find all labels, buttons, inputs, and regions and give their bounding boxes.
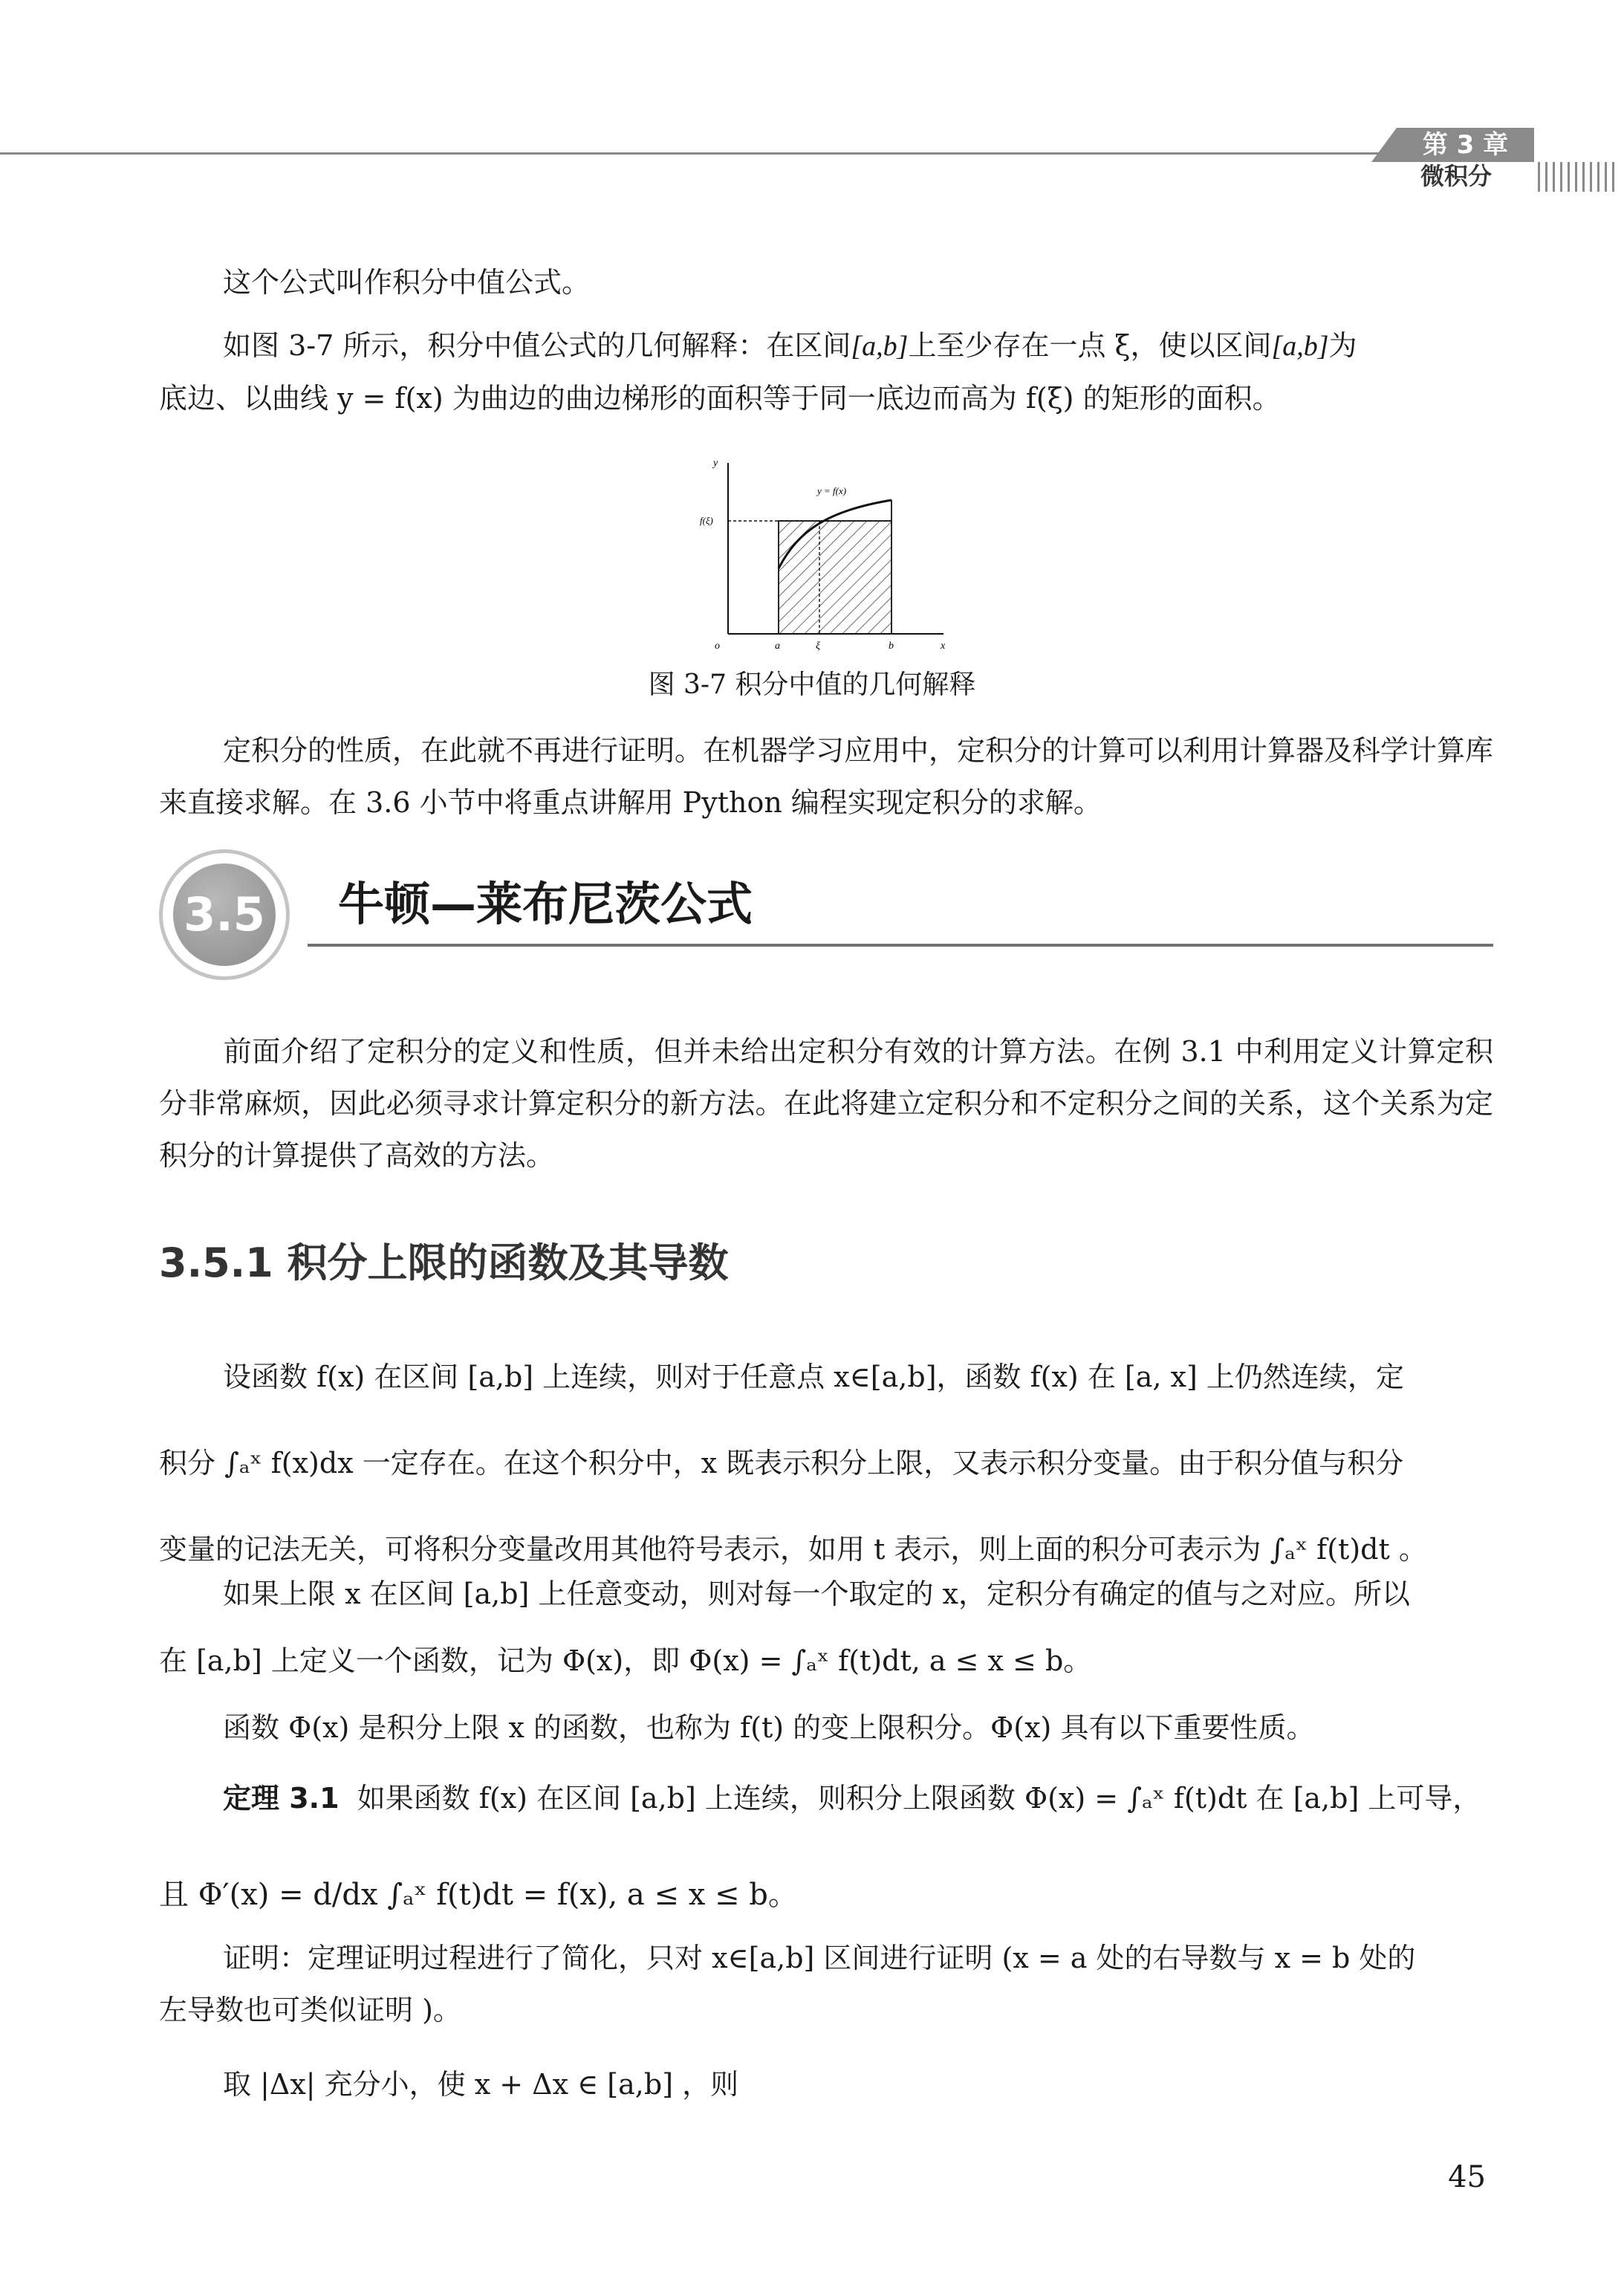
header-rule [0, 152, 1397, 155]
section-title: 牛顿—莱布尼茨公式 [338, 877, 753, 931]
paragraph-phi-property: 函数 Φ(x) 是积分上限 x 的函数，也称为 f(t) 的变上限积分。Φ(x) 具有以下重要性质。 [223, 1711, 1315, 1744]
theorem-label: 定理 3.1 [223, 1782, 340, 1815]
paragraph-geometric-meaning: 如图 3-7 所示，积分中值公式的几何解释：在区间[a,b]上至少存在一点 ξ，使以区间[a,b]为 底边、以曲线 y = f(x) 为曲边的曲边梯形的面积等于同一底边而高为 f(ξ) 的矩形的面积。 [159, 329, 1357, 415]
proof-paragraph: 证明：定理证明过程进行了简化，只对 x∈[a,b] 区间进行证明 (x = a 处的右导数与 x = b 处的 左导数也可类似证明 )。 [159, 1942, 1416, 2026]
subsection-title: 3.5.1 积分上限的函数及其导数 [159, 1239, 729, 1286]
y-axis-label: y [713, 458, 718, 469]
curve-label: y = f(x) [817, 485, 847, 496]
chapter-tab: 第 3 章 [1397, 128, 1534, 162]
paragraph-phi-definition: 如果上限 x 在区间 [a,b] 上任意变动，则对每一个取定的 x，定积分有确定的值与之对应。所以 在 [a,b] 上定义一个函数，记为 Φ(x)，即 Φ(x) = ∫ₐˣ f(t)dt, a ≤ x ≤ b。 [159, 1578, 1410, 1677]
paragraph-integral-upper-limit: 设函数 f(x) 在区间 [a,b] 上连续，则对于任意点 x∈[a,b]，函数 f(x) 在 [a, x] 上仍然连续，定 积分 ∫ₐˣ f(x)dx 一定存在。在这个积分中，x 既表示积分上限，又表示积分变量。由于积分值与积分 变量的记法无关，可将积分变量改用其他符号表示，如用 t 表示，则上面的积分可表示为 ∫ₐˣ f(t)dt 。 [159, 1361, 1427, 1566]
figure-mean-value-integral [698, 450, 966, 658]
section-rule [308, 944, 1493, 947]
header-stripes [1538, 162, 1620, 192]
paragraph-formula-name: 这个公式叫作积分中值公式。 [223, 266, 591, 299]
tick-xi: ξ [816, 641, 820, 652]
theorem-3-1: 定理 3.1 如果函数 f(x) 在区间 [a,b] 上连续，则积分上限函数 Φ(x) = ∫ₐˣ f(t)dt 在 [a,b] 上可导， [223, 1782, 1481, 1815]
chapter-title: 微积分 [1420, 162, 1492, 190]
page-number: 45 [1448, 2160, 1486, 2194]
section-number-badge [159, 849, 290, 980]
tick-b: b [889, 641, 894, 652]
paragraph-section-intro: 前面介绍了定积分的定义和性质，但并未给出定积分有效的计算方法。在例 3.1 中利用定义计算定积分非常麻烦，因此必须寻求计算定积分的新方法。在此将建立定积分和不定积分之间的关系，这个关系为定积分的计算提供了高效的方法。 [159, 1035, 1493, 1172]
mean-value-rectangle [779, 521, 891, 634]
section-number: 3.5 [173, 863, 276, 966]
paragraph-properties-note: 定积分的性质，在此就不再进行证明。在机器学习应用中，定积分的计算可以利用计算器及科学计算库来直接求解。在 3.6 小节中将重点讲解用 Python 编程实现定积分的求解。 [159, 734, 1494, 819]
paragraph-delta-x: 取 |Δx| 充分小，使 x + Δx ∈ [a,b] ，则 [223, 2068, 739, 2101]
origin-label: o [715, 641, 720, 652]
figure-caption: 图 3-7 积分中值的几何解释 [648, 670, 976, 700]
x-axis-label: x [941, 641, 946, 652]
tick-a: a [775, 641, 780, 652]
theorem-equation: 且 Φ′(x) = d/dx ∫ₐˣ f(t)dt = f(x), a ≤ x ≤ b。 [159, 1878, 798, 1912]
f-xi-label: f(ξ) [700, 515, 713, 526]
